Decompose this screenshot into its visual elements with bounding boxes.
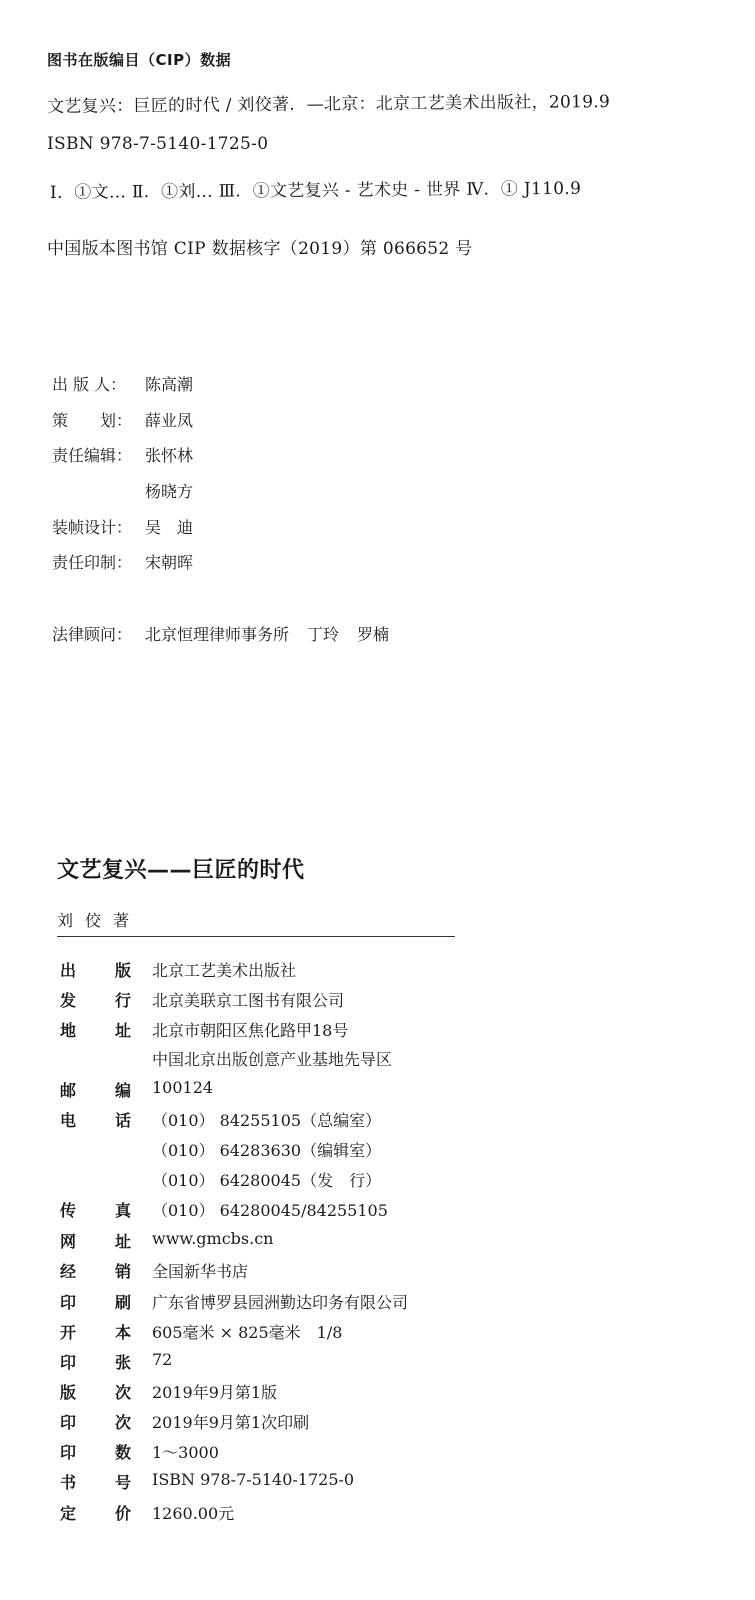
staff-row-planner [52, 408, 193, 431]
colophon-row [60, 1440, 219, 1463]
cip-bibliographic-line: 文艺复兴：巨匠的时代 / 刘佼著．—北京：北京工艺美术出版社，2019.9 [46, 92, 611, 117]
colophon-label-char-2: 次 [115, 1383, 132, 1402]
colophon-label-char-1: 印 [60, 1353, 77, 1372]
colophon-label [60, 1350, 152, 1372]
legal-counsel-row [52, 622, 389, 645]
colophon-value: 北京市朝阳区焦化路甲18号 [152, 1021, 349, 1040]
colophon-row [60, 1078, 214, 1100]
legal-firm: 北京恒理律师事务所 [145, 625, 290, 644]
colophon-value: www.gmcbs.cn [152, 1229, 274, 1248]
staff-row-print-supervisor [52, 550, 193, 573]
colophon-label-char-1: 邮 [60, 1081, 77, 1100]
colophon-value: ISBN 978-7-5140-1725-0 [152, 1470, 355, 1489]
colophon-value: 2019年9月第1版 [152, 1383, 278, 1402]
colophon-row [60, 1320, 342, 1343]
colophon-value: 全国新华书店 [152, 1262, 249, 1281]
colophon-label [60, 1168, 152, 1191]
colophon-label [60, 1290, 152, 1313]
cip-verification-line: 中国版本图书馆 CIP 数据核字（2019）第 066652 号 [47, 239, 473, 259]
staff-label: 装帧设计： [52, 518, 133, 537]
colophon-label-char-2: 销 [115, 1262, 132, 1281]
colophon-value: 2019年9月第1次印刷 [152, 1413, 310, 1432]
colophon-value: 72 [152, 1350, 173, 1369]
book-author: 刘佼著 [57, 911, 142, 930]
colophon-label-char-2: 址 [115, 1232, 132, 1251]
colophon-row [60, 1198, 388, 1221]
colophon-label-char-1: 定 [60, 1504, 77, 1523]
legal-person-1: 丁玲 [307, 625, 340, 644]
colophon-label-char-1: 书 [60, 1473, 77, 1492]
colophon-label-char-2: 号 [115, 1473, 132, 1492]
staff-value: 张怀林 [145, 446, 194, 465]
colophon-value: （010） 64280045/84255105 [152, 1201, 388, 1220]
cip-isbn-line: ISBN 978-7-5140-1725-0 [47, 134, 269, 154]
staff-label [52, 479, 145, 502]
staff-row-publisher [52, 372, 193, 395]
colophon-label [60, 988, 152, 1011]
colophon-row [60, 1108, 381, 1131]
colophon-label-char-1: 地 [60, 1021, 77, 1040]
staff-value: 陈高潮 [145, 375, 194, 394]
staff-value: 宋朝晖 [145, 553, 194, 572]
colophon-row [60, 1290, 408, 1313]
colophon-label [60, 1018, 152, 1041]
colophon-row [60, 1047, 392, 1070]
colophon-row [60, 1470, 355, 1492]
colophon-label [60, 1259, 152, 1282]
colophon-value: 1～3000 [152, 1443, 219, 1462]
colophon-label-char-1: 出 [60, 961, 77, 980]
colophon-label [60, 1078, 152, 1100]
legal-person-2: 罗楠 [357, 625, 390, 644]
colophon-label-char-1: 印 [60, 1293, 77, 1312]
colophon-row [60, 1168, 381, 1191]
colophon-label [60, 958, 152, 981]
colophon-row [60, 1350, 173, 1372]
colophon-row [60, 958, 296, 981]
colophon-value: 605毫米 × 825毫米 1/8 [152, 1323, 343, 1342]
colophon-value: （010） 64283630（编辑室） [152, 1141, 382, 1160]
staff-label: 责任印制： [52, 553, 133, 572]
colophon-label [60, 1410, 152, 1433]
colophon-label [60, 1320, 152, 1343]
divider-rule [57, 936, 455, 937]
colophon-label-char-2: 价 [115, 1504, 132, 1523]
colophon-row [60, 1410, 309, 1433]
colophon-label-char-2: 次 [115, 1413, 132, 1432]
colophon-value: （010） 64280045（发 行） [152, 1171, 382, 1190]
book-title: 文艺复兴——巨匠的时代 [57, 858, 305, 883]
colophon-label-char-2: 话 [115, 1111, 132, 1130]
colophon-row [60, 1259, 248, 1282]
colophon-value: 中国北京出版创意产业基地先导区 [152, 1050, 393, 1069]
colophon-label-char-2: 真 [115, 1201, 132, 1220]
colophon-label-char-2: 址 [115, 1021, 132, 1040]
colophon-label [60, 1047, 152, 1070]
colophon-label-char-1: 电 [60, 1111, 77, 1130]
colophon-value: 1260.00元 [152, 1504, 235, 1523]
legal-label: 法律顾问： [52, 625, 133, 644]
colophon-label [60, 1380, 152, 1403]
colophon-row [60, 1229, 274, 1251]
colophon-row [60, 1018, 348, 1041]
colophon-label [60, 1470, 152, 1492]
colophon-label-char-1: 传 [60, 1201, 77, 1220]
colophon-label-char-2: 行 [115, 991, 132, 1010]
colophon-label [60, 1108, 152, 1131]
colophon-row [60, 1138, 381, 1161]
colophon-label-char-2: 本 [115, 1323, 132, 1342]
colophon-label-char-1: 网 [60, 1232, 77, 1251]
staff-value: 吴 迪 [145, 518, 194, 537]
colophon-row [60, 1501, 234, 1524]
colophon-value: 100124 [152, 1078, 214, 1097]
colophon-value: 北京美联京工图书有限公司 [152, 991, 345, 1010]
staff-row-designer [52, 515, 193, 538]
staff-value: 薛业凤 [145, 411, 194, 430]
colophon-value: 北京工艺美术出版社 [152, 961, 297, 980]
colophon-label-char-1: 经 [60, 1262, 77, 1281]
staff-label: 责任编辑： [52, 446, 133, 465]
colophon-label-char-1: 发 [60, 991, 77, 1010]
colophon-label-char-1: 印 [60, 1413, 77, 1432]
colophon-label-char-2: 编 [115, 1081, 132, 1100]
colophon-value: 广东省博罗县园洲勤达印务有限公司 [152, 1293, 409, 1312]
colophon-label [60, 1440, 152, 1463]
cip-classification-line: Ⅰ．①文… Ⅱ．①刘… Ⅲ．①文艺复兴 - 艺术史 - 世界 Ⅳ．① J110.9 [49, 178, 582, 203]
staff-label: 策 划： [52, 411, 133, 430]
colophon-label-char-1: 印 [60, 1443, 77, 1462]
colophon-label-char-2: 张 [115, 1353, 132, 1372]
colophon-label-char-2: 版 [115, 961, 132, 980]
colophon-label-char-1: 开 [60, 1323, 77, 1342]
staff-value: 杨晓方 [145, 482, 194, 501]
colophon-label-char-2: 数 [115, 1443, 132, 1462]
colophon-label-char-1: 版 [60, 1383, 77, 1402]
staff-label: 出 版 人： [52, 375, 127, 394]
colophon-label-char-2: 刷 [115, 1293, 132, 1312]
colophon-label [60, 1138, 152, 1161]
cip-heading: 图书在版编目（CIP）数据 [47, 51, 232, 69]
staff-row-editor-2 [52, 479, 193, 502]
colophon-row [60, 1380, 277, 1403]
colophon-value: （010） 84255105（总编室） [152, 1111, 382, 1130]
staff-row-editor [52, 443, 193, 466]
colophon-label [60, 1229, 152, 1251]
colophon-label [60, 1198, 152, 1221]
colophon-label [60, 1501, 152, 1524]
colophon-row [60, 988, 344, 1011]
